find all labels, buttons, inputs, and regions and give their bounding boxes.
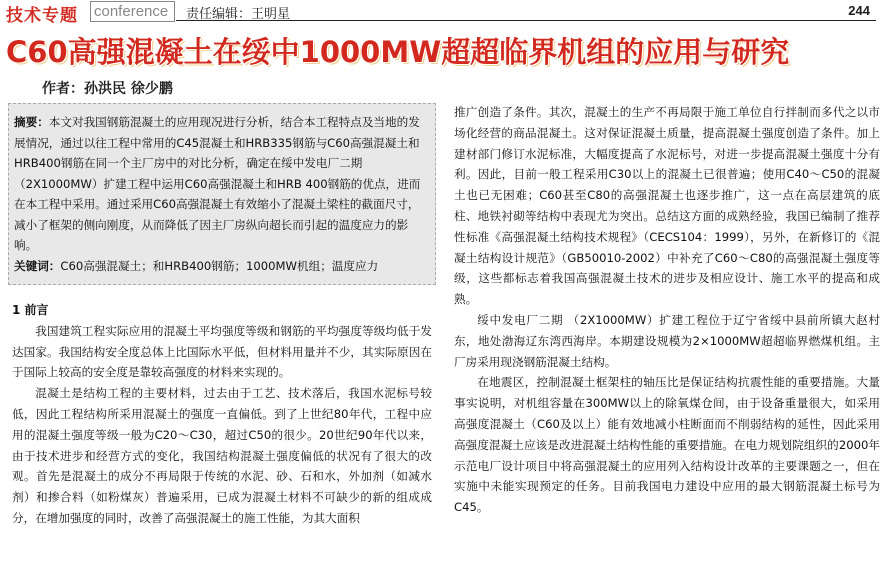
abstract-label: 摘要： xyxy=(14,115,49,129)
page-number: 244 xyxy=(848,3,870,18)
article-title: C60高强混凝土在绥中1000MW超超临界机组的应用与研究 xyxy=(6,35,790,69)
abstract-text: 本文对我国钢筋混凝土的应用现况进行分析，结合本工程特点及当地的发展情况，通过以往工程中常用的C45混凝土和HRB335钢筋与C60高强混凝土和HRB400钢筋在同一个主厂房中的对比分析，确定在绥中发电厂二期 （2X1000MW）扩建工程中运用C60高强混凝土和HRB 400钢筋的优点，进而在本工程中采用。通过采用C60高强混凝土有效缩小了混凝土梁柱的截面尺寸，减小了框架的侧向刚度，从而降低了因主厂房纵向超长而引起的温度应力的影响。 xyxy=(14,115,421,252)
right-column xyxy=(454,102,880,518)
page-header xyxy=(0,0,888,26)
body-paragraph: 在地震区，控制混凝土框架柱的轴压比是保证结构抗震性能的重要措施。大量事实说明，对机组容量在300MW以上的除氧煤仓间，由于设备重量很大，如采用高强度混凝土（C60及以上）能有效地减小柱断面而不削弱结构的延性，因此采用高强度混凝土应该是改进混凝土结构性能的重要措施。在电力规划院组织的2000年示范电厂设计项目中将高强混凝土的应用列入结构设计改革的主要课题之一，但在实施中未能实现预定的任务。目前我国电力建设中应用的最大钢筋混凝土标号为C45。 xyxy=(454,375,880,515)
body-paragraph: 推广创造了条件。其次，混凝土的生产不再局限于施工单位自行拌制而多代之以市场化经营的商品混凝土。这对保证混凝土质量，提高混凝土强度创造了条件。加上建材部门修订水泥标准，大幅度提高了水泥标号，对进一步提高混凝土强度十分有利。因此，目前一般工程采用C30以上的混凝土已很普遍；使用C40～C50的混凝土也已无困难；C60甚至C80的高强混凝土也逐步推广，这一点在高层建筑的底柱、地铁衬砌等结构中表现尤为突出。总结这方面的成熟经验，我国已编制了推荐性标准《高强混凝土结构技术规程》（CECS104：1999），另外，在新修订的《混凝土结构设计规范》（GB50010-2002）中补充了C60～C80的高强混凝土强度等级，这些都标志着我国高强混凝土技术的进步及相应设计、施工水平的提高和成熟。 xyxy=(454,105,880,307)
keywords-label: 关键词： xyxy=(14,258,61,273)
body-paragraph: 绥中发电厂二期 （2X1000MW）扩建工程位于辽宁省绥中县前所镇大赵村东，地处渤海辽东湾西海岸。本期建设规模为2×1000MW超超临界燃煤机组。主厂房采用现浇钢筋混凝土结构。 xyxy=(454,312,880,369)
section-heading: 1 前言 xyxy=(12,303,49,317)
body-paragraph: 我国建筑工程实际应用的混凝土平均强度等级和钢筋的平均强度等级均低于发达国家。我国结构安全度总体上比国际水平低，但材料用量并不少，其实际原因在于国际上较高的安全度是靠较高强度的材料来实现的。 xyxy=(12,323,432,380)
column-tag: 技术专题 xyxy=(6,6,78,26)
article-authors: 作者：孙洪民 徐少鹏 xyxy=(42,81,173,97)
editor-credit: 责任编辑：王明星 xyxy=(186,7,291,22)
abstract-box xyxy=(8,103,436,285)
left-column xyxy=(12,300,432,529)
conference-label: conference xyxy=(90,1,175,22)
body-paragraph: 混凝土是结构工程的主要材料，过去由于工艺、技术落后，我国水泥标号较低，因此工程结构所采用混凝土的强度一直偏低。到了上世纪80年代，工程中应用的混凝土强度等级一般为C20～C30，超过C50的很少。20世纪90年代以来，由于技术进步和经营方式的变化，我国结构混凝土强度偏低的状况有了很大的改观。首先是混凝土的成分不再局限于传统的水泥、砂、石和水，外加剂（如减水剂）和掺合料（如粉煤灰）普遍采用，已成为混凝土材料不可缺少的新的组成成分，在增加强度的同时，改善了高强混凝土的施工性能，为其大面积 xyxy=(12,386,432,525)
header-rule xyxy=(176,20,876,21)
keywords-text: C60高强混凝土；和HRB400钢筋；1000MW机组；温度应力 xyxy=(60,258,379,273)
